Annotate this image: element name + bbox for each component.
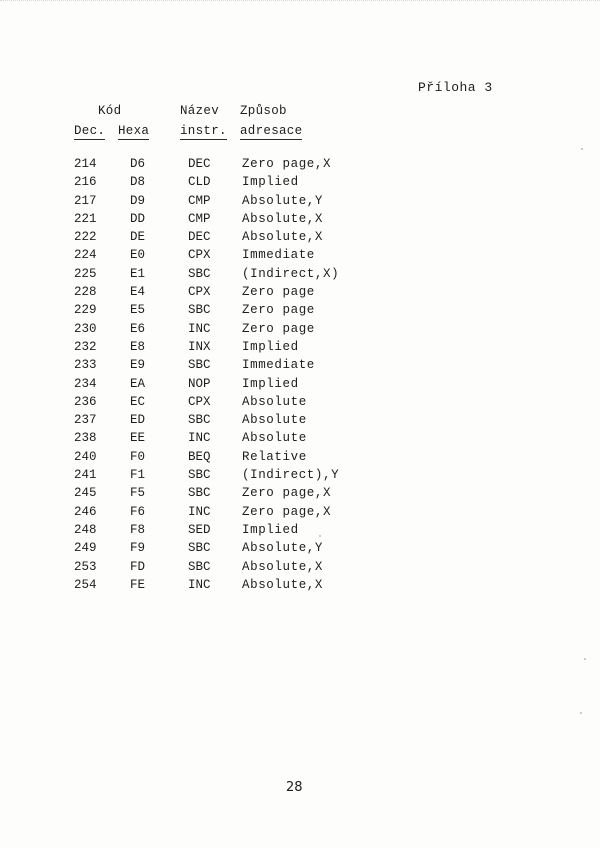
dec-code: 224 — [74, 248, 97, 263]
page-number: 28 — [286, 780, 303, 795]
hex-code: F0 — [130, 449, 146, 464]
addressing-mode: (Indirect),Y — [242, 468, 340, 483]
dec-code: 241 — [74, 468, 97, 483]
dec-code: 229 — [74, 303, 97, 318]
instruction-name: SBC — [188, 303, 211, 318]
scan-speck — [584, 658, 586, 660]
hex-code: EE — [130, 431, 146, 446]
instruction-name: NOP — [188, 376, 211, 391]
instruction-name: SBC — [188, 541, 211, 556]
scan-speck — [581, 148, 583, 150]
table-row — [0, 230, 600, 248]
addressing-mode: Implied — [242, 339, 299, 354]
hex-code: E8 — [130, 339, 146, 354]
addressing-mode: Absolute,X — [242, 230, 324, 245]
instruction-name: BEQ — [188, 449, 211, 464]
hex-code: ED — [130, 413, 146, 428]
instruction-name: INC — [188, 577, 211, 592]
addressing-mode: Zero page,X — [242, 486, 332, 501]
instruction-name: SBC — [188, 486, 211, 501]
addressing-mode: Absolute,X — [242, 211, 324, 226]
table-row — [0, 267, 600, 285]
instruction-name: CLD — [188, 175, 211, 190]
scan-speck — [319, 535, 321, 537]
dec-code: 254 — [74, 577, 97, 592]
hex-code: F5 — [130, 486, 146, 501]
instruction-name: DEC — [188, 157, 211, 171]
dec-code: 238 — [74, 431, 97, 446]
addressing-mode: Absolute,X — [242, 559, 324, 574]
header-name-line1: Název — [180, 104, 220, 118]
header-mode-line2: adresace — [240, 124, 303, 138]
hex-code: D9 — [130, 193, 146, 208]
hex-code: E9 — [130, 358, 146, 373]
hex-code: D6 — [130, 157, 146, 171]
hex-code: DE — [130, 230, 146, 245]
instruction-name: CMP — [188, 193, 211, 208]
instruction-name: INC — [188, 321, 211, 336]
dec-code: 236 — [74, 394, 97, 409]
hex-code: D8 — [130, 175, 146, 190]
header-name-line2: instr. — [180, 124, 227, 138]
scan-top-edge — [0, 0, 600, 8]
instruction-name: CPX — [188, 248, 211, 263]
instruction-name: SBC — [188, 413, 211, 428]
hex-code: E6 — [130, 321, 146, 336]
hex-code: E1 — [130, 266, 146, 281]
table-row — [0, 157, 600, 175]
header-dec: Dec. — [74, 124, 106, 138]
dec-code: 245 — [74, 486, 97, 501]
dec-code: 230 — [74, 321, 97, 336]
dec-code: 214 — [74, 157, 97, 171]
instruction-name: CMP — [188, 211, 211, 226]
hex-code: FE — [130, 577, 146, 592]
table-row — [0, 358, 600, 376]
dec-code: 232 — [74, 339, 97, 354]
hex-code: F9 — [130, 541, 146, 556]
instruction-name: INC — [188, 504, 211, 519]
dec-code: 237 — [74, 413, 97, 428]
table-row — [0, 377, 600, 395]
table-row — [0, 248, 600, 266]
dec-code: 248 — [74, 522, 97, 537]
dec-code: 225 — [74, 266, 97, 281]
instruction-name: CPX — [188, 285, 211, 300]
table-row — [0, 541, 600, 559]
header-code-group: Kód — [98, 104, 122, 118]
dec-code: 249 — [74, 541, 97, 556]
addressing-mode: Immediate — [242, 358, 315, 373]
table-row — [0, 413, 600, 431]
dec-code: 222 — [74, 230, 97, 245]
dec-code: 228 — [74, 285, 97, 300]
dec-code: 234 — [74, 376, 97, 391]
hex-code: F6 — [130, 504, 146, 519]
addressing-mode: Relative — [242, 449, 307, 464]
dec-code: 253 — [74, 559, 97, 574]
addressing-mode: Implied — [242, 175, 299, 190]
hex-code: DD — [130, 211, 146, 226]
dec-code: 221 — [74, 211, 97, 226]
appendix-label: Příloha 3 — [418, 80, 493, 95]
hex-code: EC — [130, 394, 146, 409]
addressing-mode: Zero page — [242, 321, 315, 336]
addressing-mode: Absolute,X — [242, 577, 324, 592]
header-hex: Hexa — [118, 124, 150, 138]
instruction-name: SBC — [188, 358, 211, 373]
table-row — [0, 431, 600, 449]
table-row — [0, 322, 600, 340]
instruction-name: INC — [188, 431, 211, 446]
table-row — [0, 395, 600, 413]
instruction-name: CPX — [188, 394, 211, 409]
addressing-mode: Zero page — [242, 303, 315, 318]
scan-speck — [580, 712, 582, 714]
table-row — [0, 450, 600, 468]
addressing-mode: Zero page — [242, 285, 315, 300]
addressing-mode: Zero page,X — [242, 157, 332, 171]
opcode-table — [0, 157, 600, 596]
instruction-name: SBC — [188, 559, 211, 574]
table-row — [0, 194, 600, 212]
addressing-mode: Absolute — [242, 413, 307, 428]
hex-code: E4 — [130, 285, 146, 300]
addressing-mode: Absolute — [242, 394, 307, 409]
hex-code: EA — [130, 376, 146, 391]
table-row — [0, 486, 600, 504]
table-row — [0, 578, 600, 596]
table-row — [0, 175, 600, 193]
instruction-name: SED — [188, 522, 211, 537]
table-row — [0, 340, 600, 358]
table-row — [0, 505, 600, 523]
dec-code: 240 — [74, 449, 97, 464]
table-row — [0, 468, 600, 486]
addressing-mode: Absolute,Y — [242, 193, 324, 208]
table-row — [0, 285, 600, 303]
addressing-mode: Immediate — [242, 248, 315, 263]
table-row — [0, 303, 600, 321]
hex-code: F1 — [130, 468, 146, 483]
header-mode-line1: Způsob — [240, 104, 287, 118]
dec-code: 246 — [74, 504, 97, 519]
instruction-name: INX — [188, 339, 211, 354]
table-row — [0, 523, 600, 541]
addressing-mode: Implied — [242, 376, 299, 391]
hex-code: E0 — [130, 248, 146, 263]
table-row — [0, 560, 600, 578]
instruction-name: DEC — [188, 230, 211, 245]
dec-code: 233 — [74, 358, 97, 373]
hex-code: E5 — [130, 303, 146, 318]
table-row — [0, 212, 600, 230]
addressing-mode: Absolute,Y — [242, 541, 324, 556]
instruction-name: SBC — [188, 266, 211, 281]
addressing-mode: Implied — [242, 522, 299, 537]
hex-code: FD — [130, 559, 146, 574]
hex-code: F8 — [130, 522, 146, 537]
dec-code: 216 — [74, 175, 97, 190]
addressing-mode: (Indirect,X) — [242, 266, 340, 281]
dec-code: 217 — [74, 193, 97, 208]
addressing-mode: Absolute — [242, 431, 307, 446]
addressing-mode: Zero page,X — [242, 504, 332, 519]
instruction-name: SBC — [188, 468, 211, 483]
